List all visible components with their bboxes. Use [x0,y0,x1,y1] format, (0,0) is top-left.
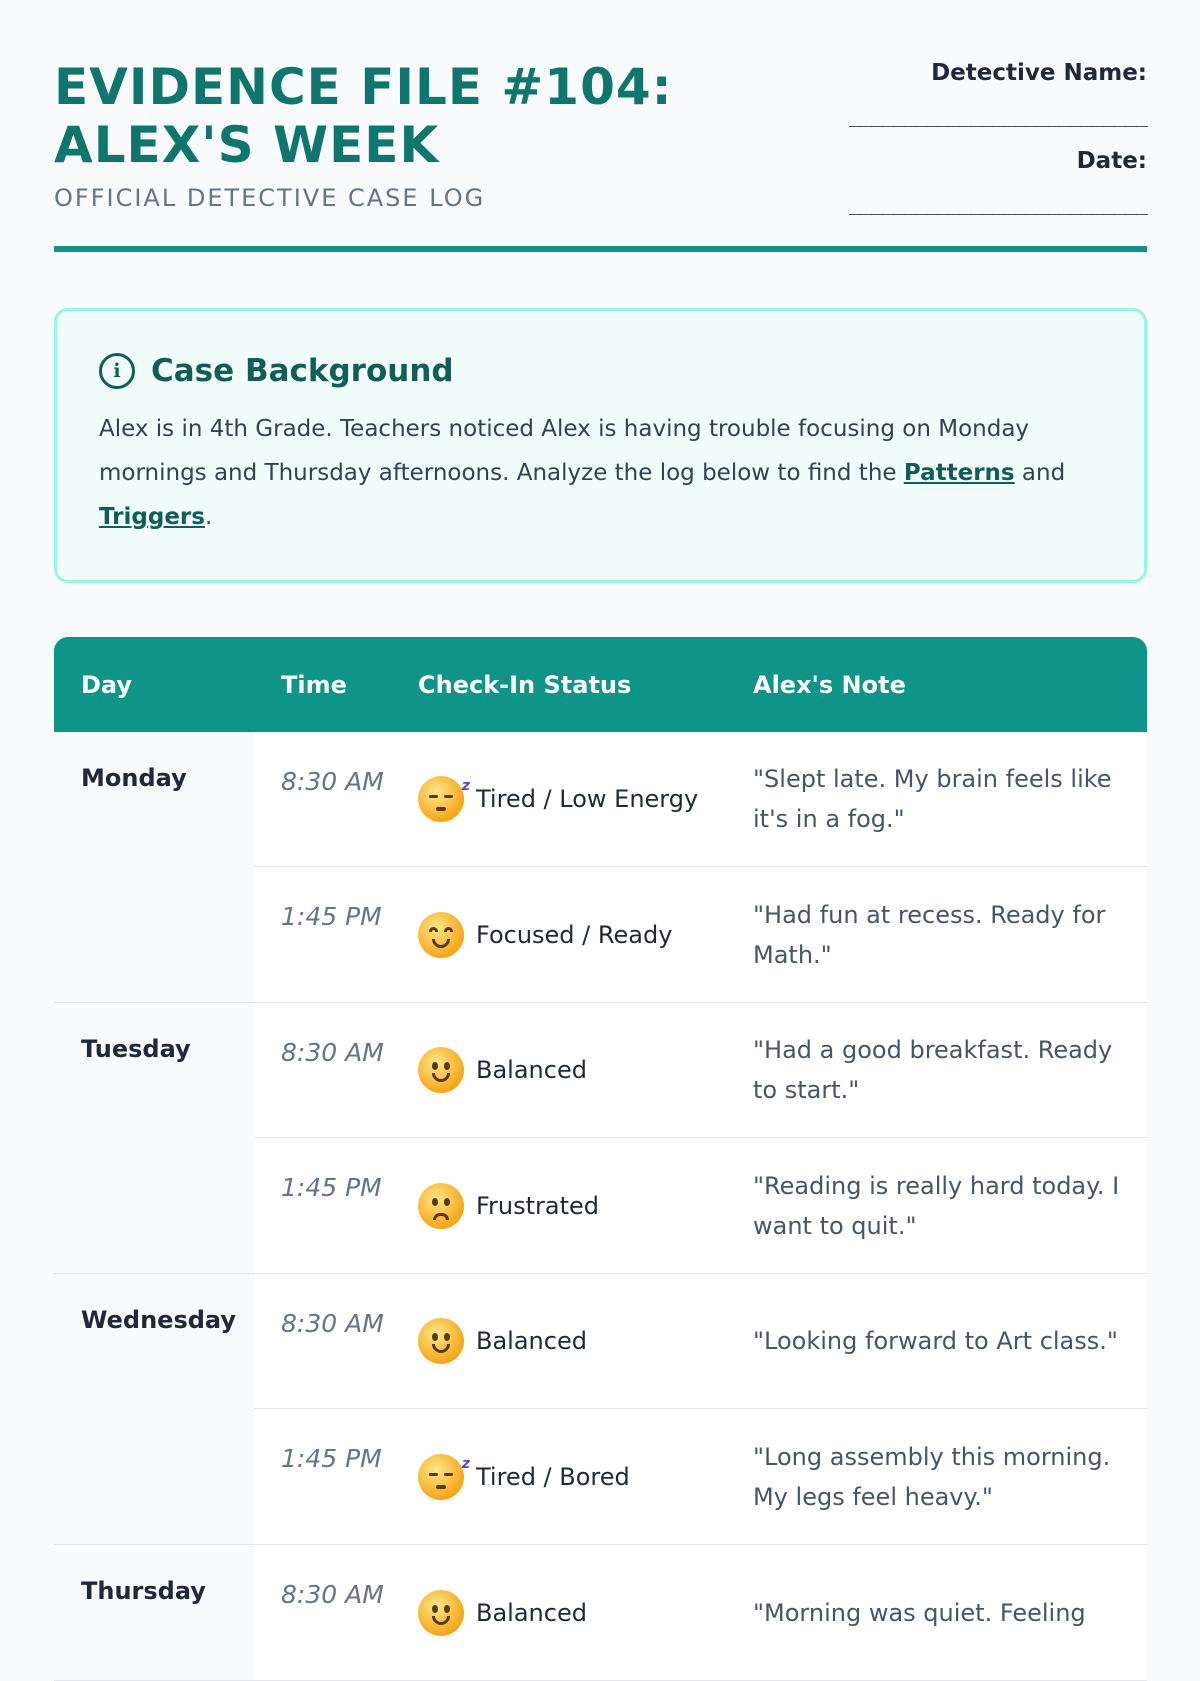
status-text: Balanced [476,1598,587,1627]
case-background-text [99,407,1102,539]
time-cell: 8:30 AM [281,1580,384,1609]
note-cell: "Reading is really hard today. I want to quit." [753,1171,1120,1240]
time-cell: 8:30 AM [281,767,384,796]
status-text: Balanced [476,1327,587,1355]
day-rows [254,1274,1147,1544]
status-cell [391,1138,726,1273]
table-row [254,1409,1147,1544]
case-background-title [99,353,1102,389]
status-cell [391,1003,726,1137]
note-cell: "Slept late. My brain feels like it's in a fog." [753,765,1112,833]
triggers-keyword: Triggers [99,504,205,530]
sleepy-face-icon: z [418,776,464,822]
day-group [54,1274,1147,1545]
table-row [254,1274,1147,1409]
day-label: Monday [54,732,254,1002]
table-body [54,732,1147,1681]
status-text: Tired / Low Energy [476,785,699,813]
time-cell: 8:30 AM [281,1309,384,1338]
status-cell [391,867,726,1002]
background-text-end: . [204,504,213,530]
header-status: Check-In Status [418,670,632,699]
date-field[interactable]: ___________________________ [848,191,1147,215]
table-row [254,867,1147,1002]
note-cell: "Morning was quiet. Feeling [753,1598,1086,1627]
case-log-table [54,637,1147,1681]
day-label: Tuesday [54,1003,254,1273]
status-cell [391,1409,726,1544]
page-subtitle: OFFICIAL DETECTIVE CASE LOG [54,184,486,212]
background-text-start: Alex is in 4th Grade. Teachers noticed Alex is having trouble focusing on Monday mornings and Thursday afternoons. Analyze the log below to find the [99,416,1030,486]
status-cell [391,1545,726,1680]
status-text: Frustrated [476,1191,600,1220]
time-cell: 8:30 AM [281,1038,384,1067]
time-cell: 1:45 PM [281,1444,382,1473]
date-label: Date: [1076,148,1147,174]
day-label: Wednesday [54,1274,254,1544]
confused-face-icon [418,1183,464,1229]
status-text: Tired / Bored [476,1462,630,1491]
detective-meta [797,58,1147,234]
day-group [54,1003,1147,1274]
table-row [254,732,1147,867]
case-background-box [54,308,1147,583]
day-group [54,732,1147,1003]
header-day: Day [81,670,133,699]
day-label: Thursday [54,1545,254,1680]
table-row [254,1545,1147,1680]
status-cell [391,732,726,866]
day-rows [254,1003,1147,1273]
note-cell: "Had fun at recess. Ready for Math." [753,900,1106,969]
detective-name-label: Detective Name: [931,60,1147,86]
time-cell: 1:45 PM [281,902,382,931]
header-time: Time [281,670,347,699]
sleepy-face-icon: z [418,1454,464,1500]
worksheet-page [54,0,1147,1627]
header-note: Alex's Note [753,670,906,699]
day-rows [254,732,1147,1002]
slightly-smiling-face-icon [418,1590,464,1636]
note-cell: "Looking forward to Art class." [753,1327,1118,1355]
note-cell: "Long assembly this morning. My legs feel heavy." [753,1442,1111,1511]
table-header [54,637,1147,732]
table-row [254,1003,1147,1138]
header [54,0,1147,254]
status-text: Balanced [476,1056,587,1084]
day-group [54,1545,1147,1681]
title-block [54,58,694,212]
slightly-smiling-face-icon [418,1318,464,1364]
table-row [254,1138,1147,1273]
case-background-heading: Case Background [151,353,454,389]
status-text: Focused / Ready [476,920,673,949]
note-cell: "Had a good breakfast. Ready to start." [753,1036,1113,1104]
background-text-middle: and [1014,460,1066,486]
smiling-face-icon [418,912,464,958]
detective-name-field[interactable]: ___________________________ [848,103,1147,127]
time-cell: 1:45 PM [281,1173,382,1202]
slightly-smiling-face-icon [418,1047,464,1093]
status-cell [391,1274,726,1408]
day-rows [254,1545,1147,1680]
info-icon: i [99,353,135,389]
page-title: EVIDENCE FILE #104: ALEX'S WEEK [54,58,673,174]
header-divider [54,246,1147,252]
patterns-keyword: Patterns [903,460,1015,486]
